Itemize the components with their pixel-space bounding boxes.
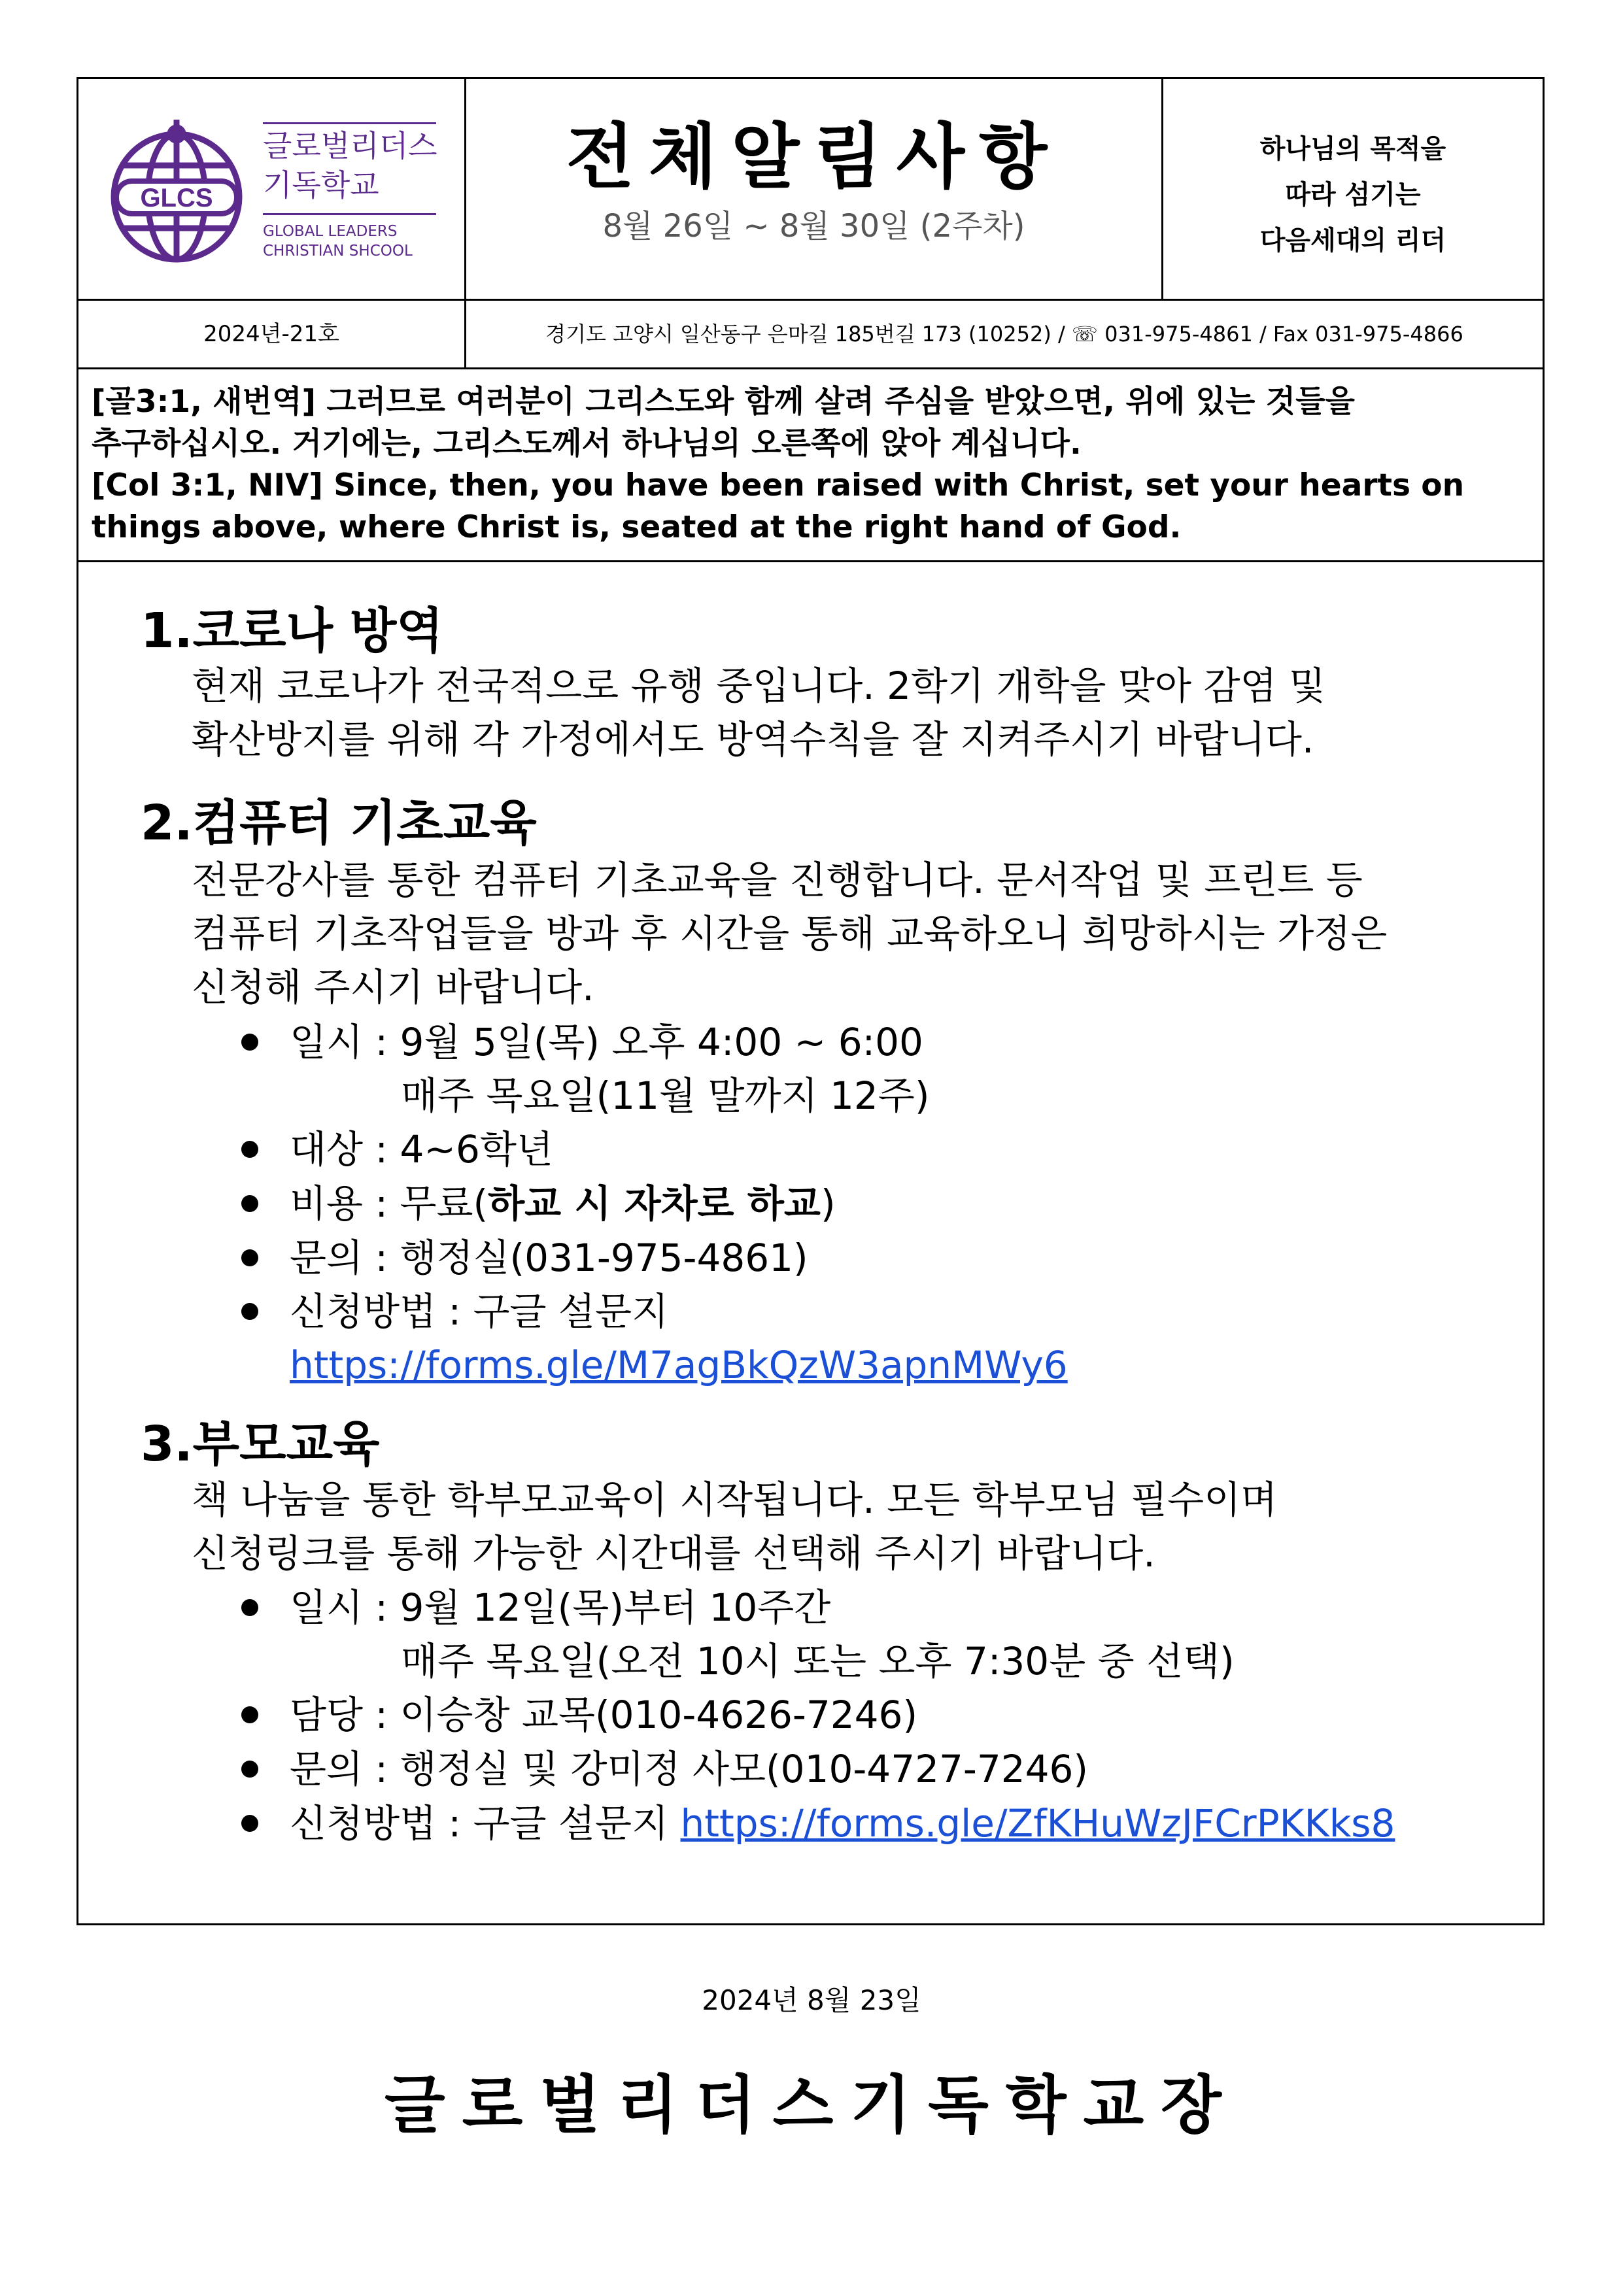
motto-line: 하나님의 목적을 <box>1259 134 1446 164</box>
item-text <box>290 1797 1395 1850</box>
item-text <box>290 1177 836 1230</box>
section-title-covid: 1.코로나 방역 <box>141 603 443 659</box>
section-title-computer: 2.컴퓨터 기초교육 <box>141 795 537 851</box>
body-line: 신청해 주시기 바랍니다. <box>192 965 594 1009</box>
item-text-cont: 매주 목요일(11월 말까지 12주) <box>401 1073 930 1118</box>
item-text-cont: 매주 목요일(오전 10시 또는 오후 7:30분 중 선택) <box>401 1639 1235 1683</box>
body-line: 확산방지를 위해 각 가정에서도 방역수칙을 잘 지켜주시기 바랍니다. <box>192 717 1314 762</box>
section-body-covid <box>192 659 1325 766</box>
motto-cell <box>1163 79 1543 299</box>
issue-date: 2024년 8월 23일 <box>702 1984 921 2016</box>
verse-line: things above, where Christ is, seated at the right hand of God. <box>92 509 1182 545</box>
apply-form-link[interactable]: https://forms.gle/M7agBkQzW3apnMWy6 <box>290 1343 1068 1387</box>
logo-rule <box>263 122 436 124</box>
section-body-parent <box>192 1473 1277 1580</box>
item-text: 일시 : 9월 5일(목) 오후 4:00 ~ 6:00 <box>290 1020 923 1064</box>
school-logo <box>78 79 464 299</box>
logo-rule <box>263 213 436 215</box>
item-text: 담당 : 이승창 교목(010-4626-7246) <box>290 1693 918 1737</box>
bullet-icon <box>241 1599 258 1616</box>
cost-prefix: 비용 : 무료( <box>290 1181 488 1226</box>
page-title: 전체알림사항 <box>566 116 1062 198</box>
item-text: 문의 : 행정실(031-975-4861) <box>290 1236 808 1280</box>
title-cell <box>466 79 1161 299</box>
bullet-icon <box>241 1034 258 1051</box>
bullet-icon <box>241 1141 258 1158</box>
section-body-computer <box>192 853 1387 1014</box>
bible-verse <box>92 381 1530 549</box>
body-line: 신청링크를 통해 가능한 시간대를 선택해 주시기 바랍니다. <box>192 1531 1155 1576</box>
motto-line: 다음세대의 리더 <box>1259 226 1446 256</box>
logo-en-line: GLOBAL LEADERS <box>263 223 398 240</box>
logo-kr-line: 기독학교 <box>263 167 379 203</box>
item-text: 문의 : 행정실 및 강미정 사모(010-4727-7246) <box>290 1747 1089 1791</box>
cost-note: 하교 시 자차로 하교 <box>488 1181 821 1226</box>
school-address: 경기도 고양시 일산동구 은마길 185번길 173 (10252) / ☏ 031-975-4861 / Fax 031-975-4866 <box>545 322 1463 346</box>
bullet-icon <box>241 1706 258 1723</box>
body-line: 현재 코로나가 전국적으로 유행 중입니다. 2학기 개학을 맞아 감염 및 <box>192 664 1326 708</box>
section-title-parent: 3.부모교육 <box>141 1416 380 1472</box>
bullet-icon <box>241 1303 258 1320</box>
logo-mark-text: GLCS <box>140 184 213 212</box>
apply-label: 신청방법 : 구글 설문지 <box>290 1801 669 1846</box>
body-line: 전문강사를 통한 컴퓨터 기초교육을 진행합니다. 문서작업 및 프린트 등 <box>192 858 1363 902</box>
item-text: 일시 : 9월 12일(목)부터 10주간 <box>290 1585 831 1630</box>
school-motto <box>1163 126 1543 263</box>
apply-form-link[interactable]: https://forms.gle/ZfKHuWzJFCrPKKks8 <box>680 1801 1395 1846</box>
logo-korean-name <box>263 126 453 205</box>
body-line: 책 나눔을 통한 학부모교육이 시작됩니다. 모든 학부모님 필수이며 <box>192 1477 1278 1522</box>
week-range: 8월 26일 ~ 8월 30일 (2주차) <box>602 208 1025 245</box>
issue-number: 2024년-21호 <box>203 321 339 347</box>
header-table <box>77 77 1545 562</box>
verse-line: [골3:1, 새번역] 그러므로 여러분이 그리스도와 함께 살려 주심을 받았으면, 위에 있는 것들을 <box>92 384 1355 420</box>
motto-line: 따라 섬기는 <box>1285 180 1421 210</box>
principal-signature: 글로벌리더스기독학교장 <box>384 2068 1239 2142</box>
bullet-icon <box>241 1761 258 1778</box>
verse-line: [Col 3:1, NIV] Since, then, you have been raised with Christ, set your hearts on <box>92 467 1465 503</box>
body-line: 컴퓨터 기초작업들을 방과 후 시간을 통해 교육하오니 희망하시는 가정은 <box>192 911 1388 956</box>
logo-en-line: CHRISTIAN SHCOOL <box>263 243 413 260</box>
bullet-icon <box>241 1195 258 1212</box>
cost-suffix: ) <box>820 1181 836 1226</box>
bullet-icon <box>241 1815 258 1832</box>
item-text: 대상 : 4~6학년 <box>290 1127 553 1172</box>
item-text: 신청방법 : 구글 설문지 <box>290 1289 669 1334</box>
logo-english-name <box>263 222 459 261</box>
logo-kr-line: 글로벌리더스 <box>263 128 437 163</box>
verse-line: 추구하십시오. 거기에는, 그리스도께서 하나님의 오른쪽에 앉아 계십니다. <box>92 426 1082 462</box>
bullet-icon <box>241 1249 258 1266</box>
globe-cross-icon <box>103 118 250 265</box>
